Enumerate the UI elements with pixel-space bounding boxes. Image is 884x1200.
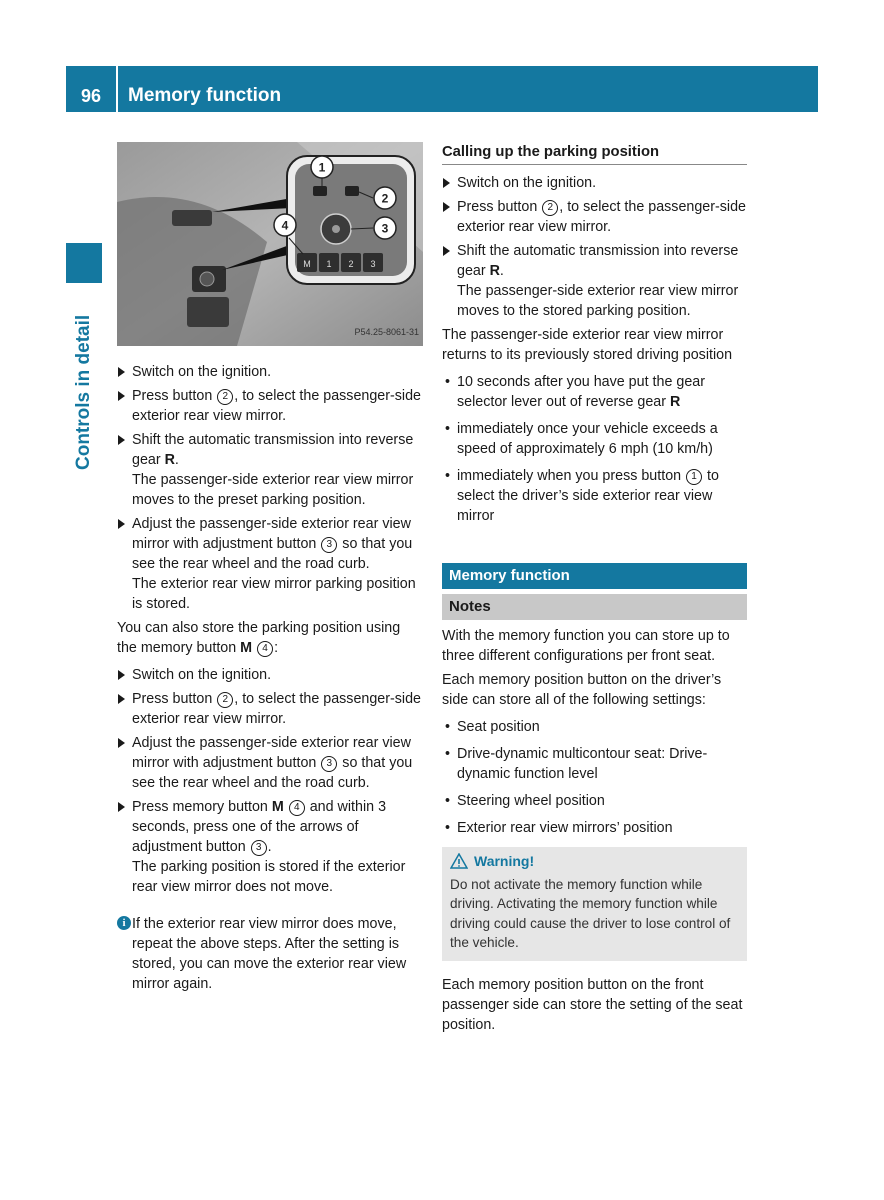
page-title: Memory function	[128, 85, 282, 106]
right-column	[442, 142, 747, 1039]
step-result: The passenger-side exterior rear view mirror moves to the preset parking position.	[132, 472, 414, 508]
ref-circle: 2	[217, 389, 233, 405]
notes-paragraph-1: With the memory function you can store up to three different configurations per front seat.	[442, 628, 730, 664]
step-adjust-mirror: Adjust the passenger-side exterior rear view mirror with adjustment button 3 so that you see the rear wheel and the road curb. The exterior rear view mirror parking position is stored.	[117, 514, 423, 614]
list-item: • Seat position	[442, 717, 747, 737]
list-item: • 10 seconds after you have put the gear selector lever out of reverse gear R	[442, 372, 747, 412]
door-panel-illustration	[117, 142, 423, 346]
memory-button-paragraph: You can also store the parking position using the memory button M 4 :	[117, 620, 401, 656]
info-icon: i	[117, 916, 131, 930]
header-divider	[116, 66, 118, 112]
chapter-label: Controls in detail	[73, 314, 94, 470]
memory-button-label: M	[303, 259, 311, 269]
step-ignition: Switch on the ignition.	[117, 362, 423, 382]
step-adjust-mirror: Adjust the passenger-side exterior rear view mirror with adjustment button 3 so that you see the rear wheel and the road curb.	[117, 733, 423, 793]
callout-3: 3	[381, 221, 389, 236]
step-shift-reverse: Shift the automatic transmission into reverse gear R. The passenger-side exterior rear view mirror moves to the stored parking position.	[442, 241, 747, 321]
info-note: i If the exterior rear view mirror does move, repeat the above steps. After the setting is stored, you can move the exterior rear view mirror again.	[117, 914, 423, 994]
side-tab-marker	[66, 243, 102, 283]
warning-box	[442, 847, 747, 961]
warning-title: Warning!	[450, 852, 739, 872]
step-press-button-2: Press button 2 , to select the passenger-side exterior rear view mirror.	[117, 689, 423, 729]
list-item: • Drive-dynamic multicontour seat: Drive-dynamic function level	[442, 744, 747, 784]
callout-4: 4	[281, 218, 289, 233]
returns-paragraph: The passenger-side exterior rear view mirror returns to its previously stored driving position	[442, 327, 733, 363]
section-title-memory-function: Memory function	[442, 563, 747, 589]
page-number: 96	[80, 86, 102, 106]
memory-slot-1-label: 1	[326, 259, 332, 269]
step-result: The parking position is stored if the exterior rear view mirror does not move.	[132, 859, 406, 895]
ref-circle: 4	[257, 641, 273, 657]
notes-heading: Notes	[442, 594, 747, 620]
step-ignition: Switch on the ignition.	[117, 665, 423, 685]
page-header	[66, 66, 818, 112]
warning-triangle-icon	[450, 853, 468, 869]
memory-slot-2-label: 2	[348, 259, 354, 269]
ref-circle: 3	[251, 840, 267, 856]
left-column	[117, 142, 423, 994]
warning-text: Do not activate the memory function while driving. Activating the memory function while driving could cause the driver to lose control of the vehicle.	[450, 876, 731, 950]
step-ignition: Switch on the ignition.	[442, 173, 747, 193]
list-item: • immediately when you press button 1 to select the driver’s side exterior rear view mirror	[442, 466, 747, 526]
ref-circle: 2	[217, 692, 233, 708]
final-paragraph: Each memory position button on the front passenger side can store the setting of the seat position.	[442, 976, 743, 1033]
step-press-button-2: Press button 2 , to select the passenger-side exterior rear view mirror.	[442, 197, 747, 237]
ref-circle: 3	[321, 756, 337, 772]
step-press-button-2: Press button 2 , to select the passenger-side exterior rear view mirror.	[117, 386, 423, 426]
step-result: The passenger-side exterior rear view mirror moves to the stored parking position.	[457, 283, 739, 319]
memory-slot-3-label: 3	[370, 259, 376, 269]
ref-circle: 4	[289, 800, 305, 816]
step-result: The exterior rear view mirror parking position is stored.	[132, 576, 416, 612]
list-item: • Exterior rear view mirrors’ position	[442, 818, 747, 838]
step-shift-reverse: Shift the automatic transmission into reverse gear R. The passenger-side exterior rear view mirror moves to the preset parking position.	[117, 430, 423, 510]
list-item: • immediately once your vehicle exceeds a speed of approximately 6 mph (10 km/h)	[442, 419, 747, 459]
notes-paragraph-2: Each memory position button on the driver’s side can store all of the following settings:	[442, 672, 722, 708]
ref-circle: 1	[686, 469, 702, 485]
subheading-calling-up: Calling up the parking position	[442, 142, 747, 165]
ref-circle: 2	[542, 200, 558, 216]
figure-code: P54.25-8061-31	[354, 327, 419, 337]
ref-circle: 3	[321, 537, 337, 553]
list-item: • Steering wheel position	[442, 791, 747, 811]
step-press-memory: Press memory button M 4 and within 3 seconds, press one of the arrows of adjustment button 3 . The parking position is stored if the exterior rear view mirror does not move.	[117, 797, 423, 897]
callout-1: 1	[318, 160, 326, 175]
callout-2: 2	[381, 191, 389, 206]
door-panel-figure	[117, 142, 423, 346]
